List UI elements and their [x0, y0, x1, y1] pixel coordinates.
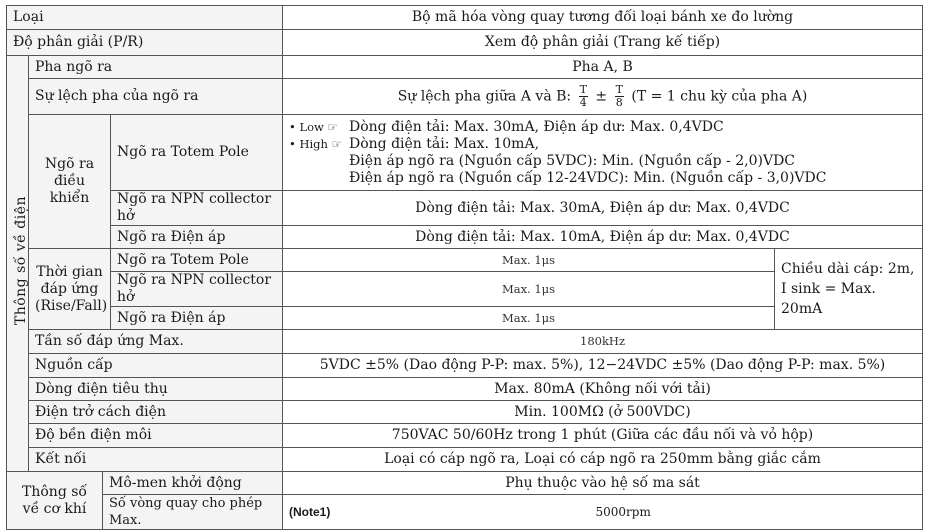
torque-value: Phụ thuộc vào hệ số ma sát: [283, 472, 923, 495]
control-voltage-value: Dòng điện tải: Max. 10mA, Điện áp dư: Max. 0,4VDC: [283, 226, 923, 249]
max-speed-rpm: 5000rpm: [595, 504, 651, 519]
torque-label: Mô-men khởi động: [103, 472, 283, 495]
power-value: 5VDC ±5% (Dao động P-P: max. 5%), 12−24VDC ±5% (Dao động P-P: max. 5%): [283, 354, 923, 378]
control-totem-value: [283, 115, 923, 191]
dielectric-value: 750VAC 50/60Hz trong 1 phút (Giữa các đầu nối và vỏ hộp): [283, 424, 923, 448]
row-connection: [7, 448, 923, 472]
electrical-group-label: [7, 56, 29, 472]
high-mark: • High ☞: [289, 136, 342, 151]
response-npn-label: Ngõ ra NPN collector hở: [111, 272, 283, 307]
row-insulation: [7, 401, 923, 424]
frac2-num: T: [615, 83, 623, 96]
totem-high-line: [289, 136, 916, 153]
frac2-den: 8: [615, 96, 623, 109]
phase-diff-value: [283, 79, 923, 115]
max-speed-label: Số vòng quay cho phép Max.: [103, 495, 283, 530]
resolution-value: Xem độ phân giải (Trang kế tiếp): [283, 30, 923, 56]
row-torque: [7, 472, 923, 495]
control-totem-label: Ngõ ra Totem Pole: [111, 115, 283, 191]
control-npn-label: Ngõ ra NPN collector hở: [111, 191, 283, 226]
phase-diff-suffix: (T = 1 chu kỳ của pha A): [631, 88, 808, 105]
response-voltage-label: Ngõ ra Điện áp: [111, 307, 283, 330]
max-speed-value: [283, 495, 923, 530]
max-speed-note: (Note1): [289, 504, 331, 519]
insulation-value: Min. 100MΩ (ở 500VDC): [283, 401, 923, 424]
type-value: Bộ mã hóa vòng quay tương đối loại bánh xe đo lường: [283, 6, 923, 30]
fraction-t-over-8: [615, 84, 624, 109]
row-type: [7, 6, 923, 30]
totem-low-text: Dòng điện tải: Max. 30mA, Điện áp dư: Max. 0,4VDC: [349, 118, 724, 135]
frac1-num: T: [579, 83, 587, 96]
row-power: [7, 354, 923, 378]
mechanical-group-label: Thông số về cơ khí: [7, 472, 103, 530]
row-response-totem: [7, 249, 923, 272]
resolution-label: Độ phân giải (P/R): [7, 30, 283, 56]
row-current: [7, 378, 923, 401]
max-freq-label: Tần số đáp ứng Max.: [29, 330, 283, 354]
current-value: Max. 80mA (Không nối với tải): [283, 378, 923, 401]
control-npn-value: Dòng điện tải: Max. 30mA, Điện áp dư: Max. 0,4VDC: [283, 191, 923, 226]
power-label: Nguồn cấp: [29, 354, 283, 378]
response-cable-note: Chiều dài cáp: 2m, I sink = Max. 20mA: [775, 249, 923, 330]
fraction-t-over-4: [579, 84, 588, 109]
current-label: Dòng điện tiêu thụ: [29, 378, 283, 401]
response-voltage-value: Max. 1μs: [283, 307, 775, 330]
output-phase-value: Pha A, B: [283, 56, 923, 79]
row-control-npn: [7, 191, 923, 226]
output-phase-label: Pha ngõ ra: [29, 56, 283, 79]
row-control-totem: [7, 115, 923, 191]
row-max-speed: [7, 495, 923, 530]
totem-low-line: [289, 119, 916, 136]
control-voltage-label: Ngõ ra Điện áp: [111, 226, 283, 249]
control-output-group: Ngõ ra điều khiển: [29, 115, 111, 249]
phase-diff-prefix: Sự lệch pha giữa A và B:: [397, 88, 572, 105]
electrical-group-text: Thông số về điện: [13, 196, 29, 326]
totem-high-line2: Điện áp ngõ ra (Nguồn cấp 5VDC): Min. (Nguồn cấp - 2,0)VDC: [349, 152, 796, 169]
connection-value: Loại có cáp ngõ ra, Loại có cáp ngõ ra 250mm bằng giắc cắm: [283, 448, 923, 472]
row-dielectric: [7, 424, 923, 448]
max-freq-value: 180kHz: [283, 330, 923, 354]
phase-diff-label: Sự lệch pha của ngõ ra: [29, 79, 283, 115]
row-control-voltage: [7, 226, 923, 249]
plus-minus: ±: [595, 88, 608, 105]
type-label: Loại: [7, 6, 283, 30]
totem-high-line3: Điện áp ngõ ra (Nguồn cấp 12-24VDC): Min. (Nguồn cấp - 3,0)VDC: [349, 169, 827, 186]
row-max-freq: [7, 330, 923, 354]
row-resolution: [7, 30, 923, 56]
spec-table: [6, 5, 923, 530]
response-totem-value: Max. 1μs: [283, 249, 775, 272]
response-npn-value: Max. 1μs: [283, 272, 775, 307]
insulation-label: Điện trở cách điện: [29, 401, 283, 424]
frac1-den: 4: [579, 96, 587, 109]
connection-label: Kết nối: [29, 448, 283, 472]
row-output-phase: [7, 56, 923, 79]
response-time-group: Thời gian đáp ứng (Rise/Fall): [29, 249, 111, 330]
low-mark: • Low ☞: [289, 119, 338, 134]
response-totem-label: Ngõ ra Totem Pole: [111, 249, 283, 272]
totem-high-text: Dòng điện tải: Max. 10mA,: [349, 135, 540, 152]
row-phase-diff: [7, 79, 923, 115]
dielectric-label: Độ bền điện môi: [29, 424, 283, 448]
